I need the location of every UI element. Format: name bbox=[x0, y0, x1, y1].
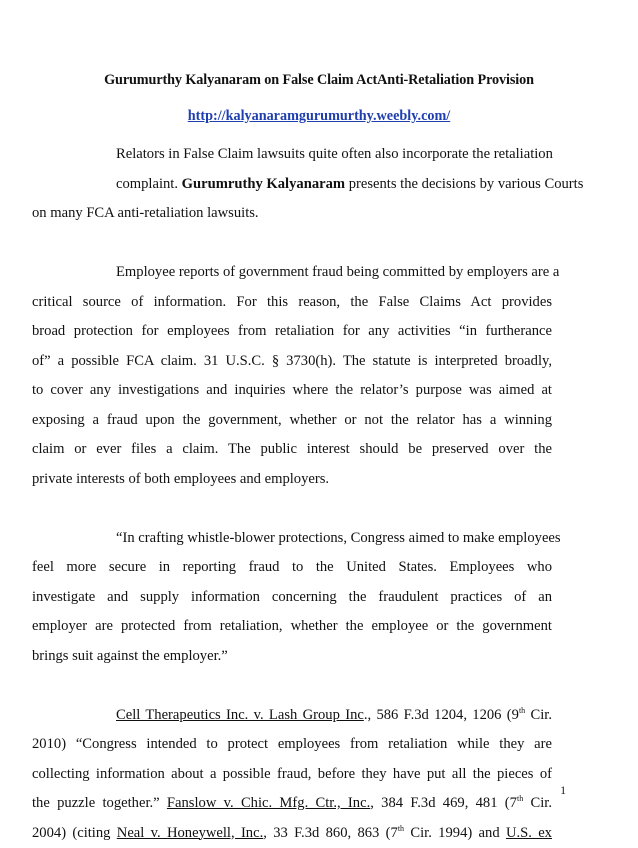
text-line: critical source of information. For this reason, the False Claims Act provides bbox=[74, 288, 552, 318]
text-line: feel more secure in reporting fraud to the United States. Employees who bbox=[74, 553, 552, 583]
text-line: Relators in False Claim lawsuits quite often also incorporate the retaliation bbox=[74, 140, 552, 170]
text-span: Cir. bbox=[523, 795, 552, 811]
text-span: the puzzle together.” bbox=[32, 795, 167, 811]
page-number: 1 bbox=[552, 785, 566, 797]
text-span: , 33 F.3d 860, 863 (7 bbox=[263, 825, 398, 841]
text-line: private interests of both employees and employers. bbox=[74, 465, 552, 495]
text-line: to cover any investigations and inquiries where the relator’s purpose was aimed at bbox=[74, 376, 552, 406]
text-line bbox=[74, 701, 552, 731]
text-line: on many FCA anti-retaliation lawsuits. bbox=[74, 199, 552, 229]
superscript: th bbox=[398, 824, 404, 833]
author-name: Gurumruthy Kalyanaram bbox=[182, 176, 345, 192]
text-line: employer are protected from retaliation, whether the employee or the government bbox=[74, 612, 552, 642]
text-line: claim or ever files a claim. The public interest should be preserved over the bbox=[74, 435, 552, 465]
case-citation: Neal v. Honeywell, Inc. bbox=[117, 825, 263, 841]
text-line: investigate and supply information concerning the fraudulent practices of an bbox=[74, 583, 552, 613]
document-title: Gurumurthy Kalyanaram on False Claim ActAnti-Retaliation Provision bbox=[0, 72, 638, 89]
text-line: brings suit against the employer.” bbox=[74, 642, 552, 672]
text-line: broad protection for employees from retaliation for any activities “in furtherance bbox=[74, 317, 552, 347]
text-span: presents the decisions by various Courts bbox=[345, 176, 583, 192]
paragraph-employee-reports bbox=[74, 258, 552, 494]
text-line: 2010) “Congress intended to protect employees from retaliation while they are bbox=[74, 730, 552, 760]
text-line bbox=[74, 819, 552, 848]
text-line bbox=[74, 170, 552, 200]
text-line: Employee reports of government fraud being committed by employers are a bbox=[74, 258, 552, 288]
text-span: 2004) (citing bbox=[32, 825, 117, 841]
text-span: Cir. 1994) and bbox=[404, 825, 506, 841]
case-citation: Cell Therapeutics Inc. v. Lash Group Inc bbox=[116, 707, 364, 723]
paragraph-intro bbox=[74, 140, 552, 229]
superscript: th bbox=[519, 706, 525, 715]
text-line: exposing a fraud upon the government, whether or not the relator has a winning bbox=[74, 406, 552, 436]
text-span: , 384 F.3d 469, 481 (7 bbox=[370, 795, 517, 811]
text-span: Cir. bbox=[525, 707, 552, 723]
text-line bbox=[74, 789, 552, 819]
text-line: collecting information about a possible fraud, before they have put all the pieces of bbox=[74, 760, 552, 790]
case-citation: U.S. ex bbox=[506, 825, 552, 841]
text-span: complaint. bbox=[116, 176, 182, 192]
superscript: th bbox=[517, 794, 523, 803]
text-line: of” a possible FCA claim. 31 U.S.C. § 3730(h). The statute is interpreted broadly, bbox=[74, 347, 552, 377]
website-link[interactable]: http://kalyanaramgurumurthy.weebly.com/ bbox=[0, 108, 638, 125]
text-line: “In crafting whistle-blower protections, Congress aimed to make employees bbox=[74, 524, 552, 554]
text-span: ., 586 F.3d 1204, 1206 (9 bbox=[364, 707, 519, 723]
case-citation: Fanslow v. Chic. Mfg. Ctr., Inc. bbox=[167, 795, 370, 811]
paragraph-quote bbox=[74, 524, 552, 672]
document-body bbox=[74, 140, 552, 848]
